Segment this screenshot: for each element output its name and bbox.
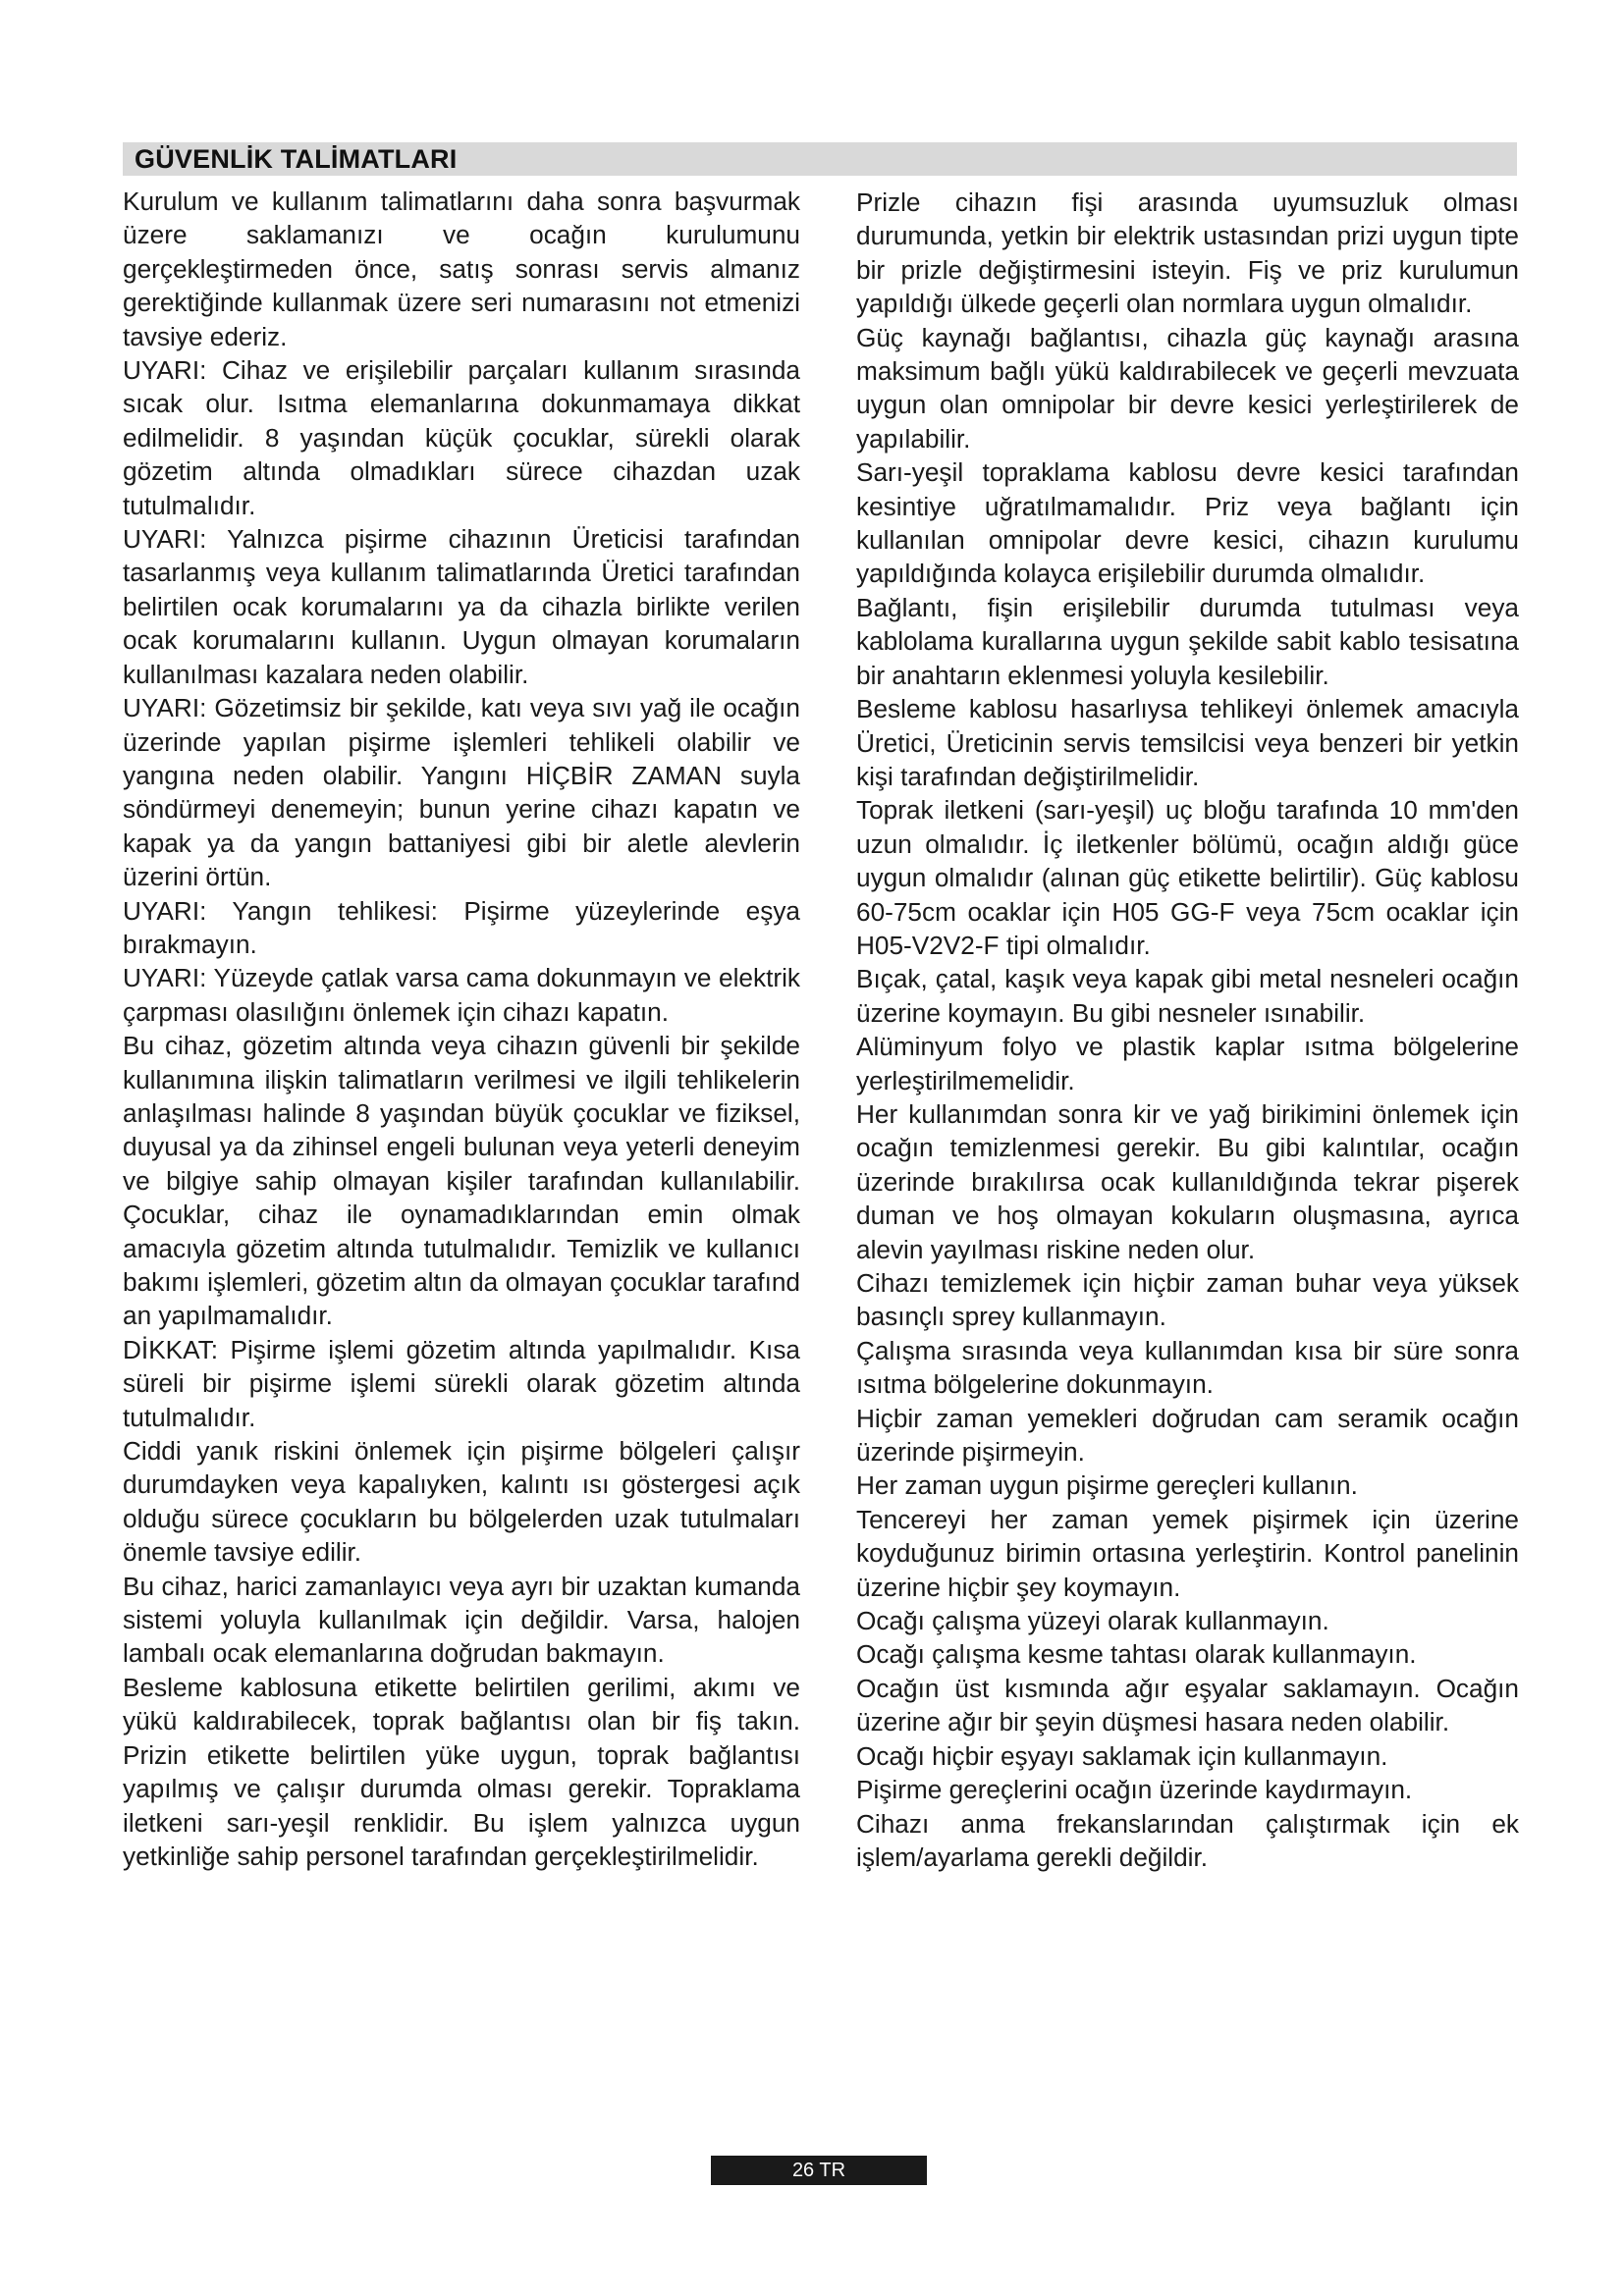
paragraph-warning-cracked-glass: UYARI: Yüzeyde çatlak varsa cama dokunmayın ve elektrik çarpması olasılığını önlemek için cihazı kapatın.	[123, 963, 800, 1027]
paragraph-external-timer: Bu cihaz, harici zamanlayıcı veya ayrı bir uzaktan kumanda sistemi yoluyla kullanılmak için değildir. Varsa, halojen lambalı ocak elemanlarına doğrudan bakmayın.	[123, 1571, 800, 1669]
section-header-bar	[123, 142, 1517, 176]
paragraph-no-sliding: Pişirme gereçlerini ocağın üzerinde kaydırmayın.	[856, 1775, 1413, 1805]
paragraph-foil-plastic: Alüminyum folyo ve plastik kaplar ısıtma bölgelerine yerleştirilmemelidir.	[856, 1032, 1519, 1095]
paragraph-rated-frequency: Cihazı anma frekanslarından çalıştırmak için ek işlem/ayarlama gerekli değildir.	[856, 1808, 1519, 1872]
paragraph-metal-objects: Bıçak, çatal, kaşık veya kapak gibi metal nesneleri ocağın üzerine koymayın. Bu gibi nesneler ısınabilir.	[856, 964, 1519, 1028]
paragraph-burn-risk: Ciddi yanık riskini önlemek için pişirme bölgeleri çalışır durumdayken veya kapalıyken, kalıntı ısı göstergesi açık olduğu sürece çocukların bu bölgelerden uzak tutulmaları önemle tavsiye edilir.	[123, 1436, 800, 1568]
paragraph-caution-supervised-cooking: DİKKAT: Pişirme işlemi gözetim altında yapılmalıdır. Kısa süreli bir pişirme işlemi sürekli olarak gözetim altında tutulmalıdır.	[123, 1334, 800, 1432]
paragraph-warning-hot-parts: UYARI: Cihaz ve erişilebilir parçaları kullanım sırasında sıcak olur. Isıtma elemanlarına dokunmamaya dikkat edilmelidir. 8 yaşından küçük çocuklar, sürekli olarak gözetim altında olmadıkları sürece cihazdan uzak tutulmalıdır.	[123, 355, 800, 520]
paragraph-children-supervision: Bu cihaz, gözetim altında veya cihazın güvenli bir şekilde kullanımına ilişkin talimatların verilmesi ve ilgili tehlikelerin anlaşılması halinde 8 yaşından büyük çocuklar ve fiziksel, duyusal ya da zihinsel engeli bulunan veya yeterli deneyim ve bilgiye sahip olmayan kişiler tarafından kullanılabilir. Çocuklar, cihaz ile oynamadıklarından emin olmak amacıyla gözetim altında tutulmalıdır. Temizlik ve kullanıcı bakımı işlemleri, gözetim altın da olmayan çocuklar tarafınd an yapılmamalıdır.	[123, 1031, 800, 1331]
section-title: GÜVENLİK TALİMATLARI	[135, 144, 458, 174]
paragraph-power-plug: Besleme kablosuna etikette belirtilen gerilimi, akımı ve yükü kaldırabilecek, toprak bağlantısı olan bir fiş takın. Prizin etikette belirtilen yüke uygun, toprak bağlantısı yapılmış ve çalışır durumda olması gerekir. Topraklama iletkeni sarı-yeşil renklidir. Bu işlem yalnızca uygun yetkinliğe sahip personel tarafından gerçekleştirilmelidir.	[123, 1672, 800, 1871]
paragraph-not-work-surface: Ocağı çalışma yüzeyi olarak kullanmayın.	[856, 1606, 1329, 1636]
paragraph-warning-hob-guards: UYARI: Yalnızca pişirme cihazının Üreticisi tarafından tasarlanmış veya kullanım talimatlarında Üretici tarafından belirtilen ocak korumalarını ya da cihazla birlikte verilen ocak korumalarını kullanın. Uygun olmayan korumaların kullanılması kazalara neden olabilir.	[123, 524, 800, 689]
paragraph-plug-incompatibility: Prizle cihazın fişi arasında uyumsuzluk olması durumunda, yetkin bir elektrik ustasından prizi uygun tipte bir prizle değiştirmesini isteyin. Fiş ve priz kurulumun yapıldığı ülkede geçerli olan normlara uygun olmalıdır.	[856, 187, 1519, 319]
paragraph-warning-fire-hazard: UYARI: Yangın tehlikesi: Pişirme yüzeylerinde eşya bırakmayın.	[123, 895, 800, 959]
paragraph-center-pan: Tencereyi her zaman yemek pişirmek için üzerine koyduğunuz birimin ortasına yerleştirin. Kontrol panelinin üzerine hiçbir şey koymayın.	[856, 1504, 1519, 1602]
paragraph-earth-cable: Sarı-yeşil topraklama kablosu devre kesici tarafından kesintiye uğratılmamalıdır. Priz veya bağlantı için kullanılan omnipolar devre kesici, cihazın kurulumu yapıldığında kolayca erişilebilir durumda olmalıdır.	[856, 457, 1519, 589]
paragraph-damaged-cable: Besleme kablosu hasarlıysa tehlikeyi önlemek amacıyla Üretici, Üreticinin servis temsilcisi veya benzeri bir yetkin kişi tarafından değiştirilmelidir.	[856, 694, 1519, 791]
page-number: 26 TR	[711, 2156, 927, 2185]
paragraph-cable-spec: Toprak iletkeni (sarı-yeşil) uç bloğu tarafında 10 mm'den uzun olmalıdır. İç iletkenler bölümü, ocağın aldığı güce uygun olmalıdır (alınan güç etikette belirtilir). Güç kablosu 60-75cm ocaklar için H05 GG-F veya 75cm ocaklar için H05-V2V2-F tipi olmalıdır.	[856, 795, 1519, 960]
left-column	[123, 185, 800, 1873]
paragraph-storage-advice: Kurulum ve kullanım talimatlarını daha sonra başvurmak üzere saklamanızı ve ocağın kurulumunu gerçekleştirmeden önce, satış sonrası servis almanız gerektiğinde kullanmak üzere seri numarasını not etmenizi tavsiye ederiz.	[123, 187, 800, 351]
right-column	[856, 186, 1519, 1874]
paragraph-not-cutting-board: Ocağı çalışma kesme tahtası olarak kullanmayın.	[856, 1639, 1417, 1670]
paragraph-disconnection: Bağlantı, fişin erişilebilir durumda tutulması veya kablolama kurallarına uygun şekilde sabit kablo tesisatına bir anahtarın eklenmesi yoluyla kesilebilir.	[856, 592, 1519, 690]
paragraph-cleaning-after-use: Her kullanımdan sonra kir ve yağ birikimini önlemek için ocağın temizlenmesi gerekir. Bu gibi kalıntılar, ocağın üzerinde bırakılırsa ocak kullanıldığında tekrar pişerek duman ve hoş olmayan kokuların oluşmasına, ayrıca alevin yayılması riskine neden olur.	[856, 1098, 1519, 1264]
paragraph-no-direct-cooking: Hiçbir zaman yemekleri doğrudan cam seramik ocağın üzerinde pişirmeyin.	[856, 1403, 1519, 1468]
paragraph-omnipolar-breaker: Güç kaynağı bağlantısı, cihazla güç kaynağı arasına maksimum bağlı yükü kaldırabilecek ve geçerli mevzuata uygun olan omnipolar bir devre kesici yerleştirilerek de yapılabilir.	[856, 322, 1519, 454]
paragraph-hot-zones: Çalışma sırasında veya kullanımdan kısa bir süre sonra ısıtma bölgelerine dokunmayın.	[856, 1335, 1519, 1400]
paragraph-heavy-items: Ocağın üst kısmında ağır eşyalar saklamayın. Ocağın üzerine ağır bir şeyin düşmesi hasara neden olabilir.	[856, 1673, 1519, 1737]
paragraph-no-storage: Ocağı hiçbir eşyayı saklamak için kullanmayın.	[856, 1740, 1388, 1771]
paragraph-no-steam-cleaner: Cihazı temizlemek için hiçbir zaman buhar veya yüksek basınçlı sprey kullanmayın.	[856, 1268, 1519, 1332]
paragraph-warning-fire-oil: UYARI: Gözetimsiz bir şekilde, katı veya sıvı yağ ile ocağın üzerinde yapılan pişirme işlemleri tehlikeli olabilir ve yangına neden olabilir. Yangını HİÇBİR ZAMAN suyla söndürmeyi denemeyin; bunun yerine cihazı kapatın ve kapak ya da yangın battaniyesi gibi bir aletle alevlerin üzerini örtün.	[123, 693, 800, 892]
paragraph-proper-cookware: Her zaman uygun pişirme gereçleri kullanın.	[856, 1470, 1358, 1501]
